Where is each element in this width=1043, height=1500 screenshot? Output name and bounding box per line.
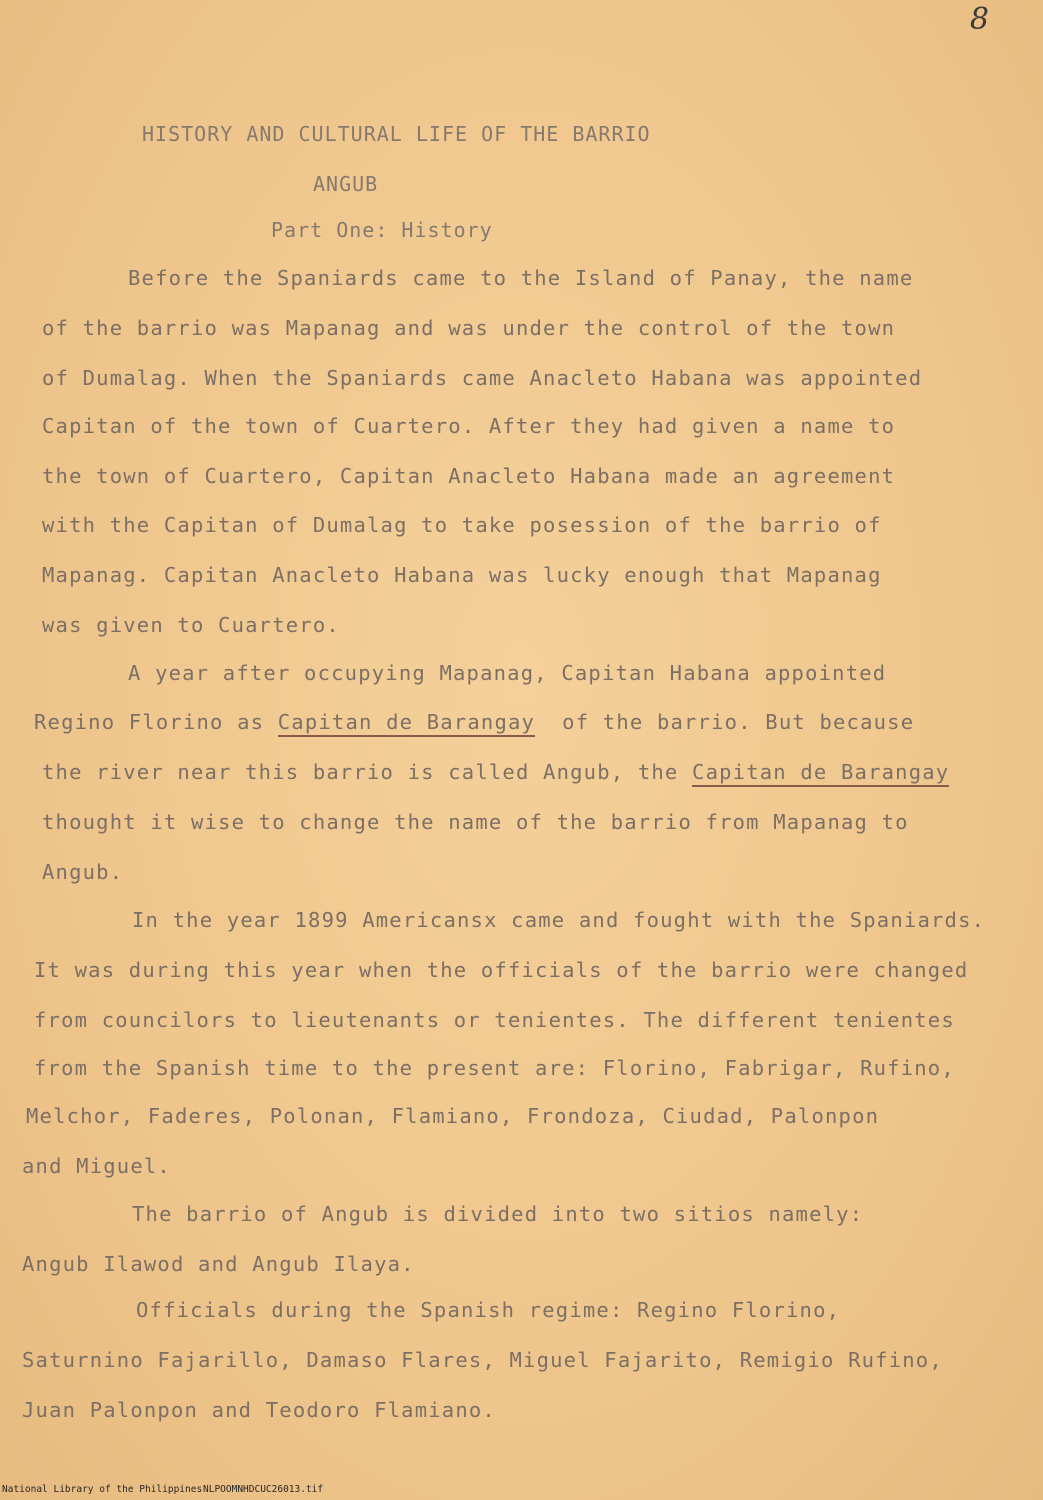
body-line: Officials during the Spanish regime: Regino Florino, xyxy=(136,1298,841,1322)
page-number: 8 xyxy=(969,2,989,37)
body-line: Mapanag. Capitan Anacleto Habana was lucky enough that Mapanag xyxy=(42,563,882,587)
footer-filename: NLPOOMNHDCUC26013.tif xyxy=(203,1484,324,1495)
body-line: and Miguel. xyxy=(22,1154,171,1178)
scan-footer xyxy=(0,1484,1043,1498)
body-line: Angub Ilawod and Angub Ilaya. xyxy=(22,1252,415,1276)
barrio-name-heading: ANGUB xyxy=(313,172,379,196)
body-line: In the year 1899 Americansx came and fought with the Spaniards. xyxy=(132,908,986,932)
body-line: of Dumalag. When the Spaniards came Anacleto Habana was appointed xyxy=(42,366,923,390)
body-line: Before the Spaniards came to the Island of Panay, the name xyxy=(128,266,914,290)
body-line xyxy=(34,710,914,734)
body-line: from the Spanish time to the present are: Florino, Fabrigar, Rufino, xyxy=(34,1056,955,1080)
body-text: Regino Florino as xyxy=(34,710,278,734)
body-line: Saturnino Fajarillo, Damaso Flares, Miguel Fajarito, Remigio Rufino, xyxy=(22,1348,943,1372)
body-line: A year after occupying Mapanag, Capitan Habana appointed xyxy=(128,661,887,685)
body-line: Melchor, Faderes, Polonan, Flamiano, Frondoza, Ciudad, Palonpon xyxy=(26,1104,880,1128)
body-line: was given to Cuartero. xyxy=(42,613,340,637)
part-heading: Part One: History xyxy=(271,218,493,242)
body-line: Juan Palonpon and Teodoro Flamiano. xyxy=(22,1398,496,1422)
body-line: the town of Cuartero, Capitan Anacleto Habana made an agreement xyxy=(42,464,896,488)
body-line: Capitan of the town of Cuartero. After they had given a name to xyxy=(42,414,896,438)
document-title: HISTORY AND CULTURAL LIFE OF THE BARRIO xyxy=(142,122,651,146)
body-line: of the barrio was Mapanag and was under the control of the town xyxy=(42,316,896,340)
body-line: It was during this year when the officials of the barrio were changed xyxy=(34,958,969,982)
body-text: the river near this barrio is called Angub, the xyxy=(42,760,693,784)
body-line xyxy=(42,760,949,784)
body-text: of the barrio. But because xyxy=(535,710,915,734)
body-line: Angub. xyxy=(42,860,124,884)
body-line: The barrio of Angub is divided into two sitios namely: xyxy=(132,1202,864,1226)
body-line: with the Capitan of Dumalag to take posession of the barrio of xyxy=(42,513,882,537)
underlined-title: Capitan de Barangay xyxy=(692,760,949,787)
underlined-title: Capitan de Barangay xyxy=(278,710,535,737)
body-line: thought it wise to change the name of the barrio from Mapanag to xyxy=(42,810,909,834)
body-line: from councilors to lieutenants or tenientes. The different tenientes xyxy=(34,1008,955,1032)
footer-source: National Library of the Philippines xyxy=(2,1484,203,1495)
